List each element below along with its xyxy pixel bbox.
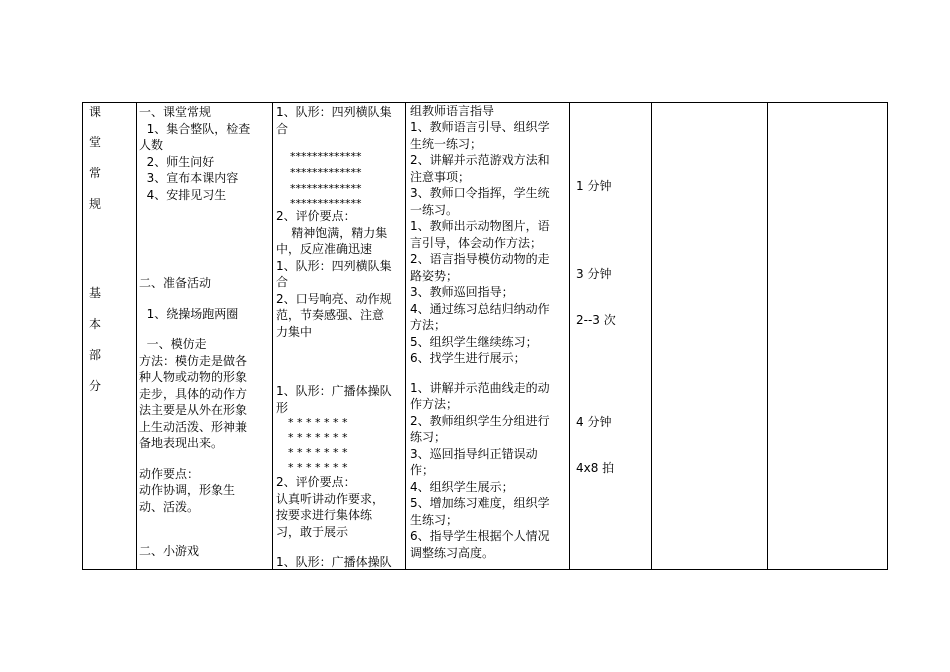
guidance-column bbox=[410, 103, 569, 569]
content-line: 方法：模仿走是做各 bbox=[139, 354, 248, 368]
guidance-line: 3、教师巡回指导； bbox=[410, 285, 514, 299]
section-label-char: 本 bbox=[89, 317, 102, 331]
content-line: 1、绕操场跑两圈 bbox=[139, 307, 239, 321]
organization-line: 2、口号响亮、动作规 bbox=[276, 292, 392, 306]
content-line: 动作要点： bbox=[139, 467, 200, 481]
guidance-line: 调整练习高度。 bbox=[410, 546, 495, 560]
content-line: 一、模仿走 bbox=[139, 337, 207, 351]
guidance-line: 生练习； bbox=[410, 513, 459, 527]
content-line: 人数 bbox=[139, 138, 164, 152]
guidance-line: 3、巡回指导纠正错误动 bbox=[410, 447, 538, 461]
content-column bbox=[139, 103, 272, 569]
content-line: 二、准备活动 bbox=[139, 276, 212, 290]
time-value: 4 分钟 bbox=[576, 415, 612, 429]
guidance-line: 一练习。 bbox=[410, 203, 459, 217]
column-divider bbox=[569, 103, 570, 569]
section-label-char: 堂 bbox=[89, 135, 102, 149]
guidance-line: 方法； bbox=[410, 318, 447, 332]
guidance-line: 1、讲解并示范曲线走的动 bbox=[410, 381, 550, 395]
formation-row: ************* bbox=[290, 182, 362, 195]
organization-column bbox=[276, 103, 405, 569]
empty-column bbox=[768, 103, 887, 569]
time-column bbox=[576, 103, 651, 569]
guidance-line: 4、组织学生展示； bbox=[410, 480, 514, 494]
guidance-line: 2、讲解并示范游戏方法和 bbox=[410, 153, 550, 167]
organization-line: 按要求进行集体练 bbox=[276, 508, 373, 522]
column-divider bbox=[272, 103, 273, 569]
guidance-line: 注意事项； bbox=[410, 170, 471, 184]
content-line: 备地表现出来。 bbox=[139, 436, 224, 450]
organization-line: 形 bbox=[276, 401, 289, 415]
guidance-line: 5、组织学生继续练习； bbox=[410, 335, 538, 349]
formation-row: * * * * * * * bbox=[288, 461, 348, 474]
content-line: 3、宣布本课内容 bbox=[139, 171, 239, 185]
guidance-line: 生统一练习； bbox=[410, 137, 483, 151]
organization-line: 力集中 bbox=[276, 325, 313, 339]
organization-line: 1、队形：四列横队集 bbox=[276, 105, 392, 119]
content-line: 二、小游戏 bbox=[139, 544, 200, 558]
guidance-line: 6、找学生进行展示； bbox=[410, 351, 526, 365]
lesson-plan-table bbox=[82, 102, 888, 570]
formation-row: * * * * * * * bbox=[288, 431, 348, 444]
guidance-line: 路姿势； bbox=[410, 269, 459, 283]
empty-column bbox=[652, 103, 767, 569]
organization-line: 中，反应准确迅速 bbox=[276, 242, 373, 256]
formation-row: ************* bbox=[290, 150, 362, 163]
content-line: 一、课堂常规 bbox=[139, 105, 212, 119]
guidance-line: 4、通过练习总结归纳动作 bbox=[410, 302, 550, 316]
guidance-line: 1、教师出示动物图片，语 bbox=[410, 219, 550, 233]
section-label-char: 规 bbox=[89, 197, 102, 211]
content-line: 种人物或动物的形象 bbox=[139, 370, 248, 384]
organization-line: 合 bbox=[276, 275, 289, 289]
time-value: 1 分钟 bbox=[576, 179, 612, 193]
formation-row: ************* bbox=[290, 197, 362, 210]
guidance-line: 3、教师口令指挥，学生统 bbox=[410, 186, 550, 200]
time-value: 4x8 拍 bbox=[576, 461, 615, 475]
formation-row: * * * * * * * bbox=[288, 416, 348, 429]
content-line: 1、集合整队，检查 bbox=[139, 122, 251, 136]
organization-line: 2、评价要点： bbox=[276, 475, 356, 489]
organization-line: 范，节奏感强、注意 bbox=[276, 308, 385, 322]
content-line: 走步，具体的动作方 bbox=[139, 387, 248, 401]
guidance-line: 练习； bbox=[410, 430, 447, 444]
section-label-char: 常 bbox=[89, 166, 102, 180]
guidance-line: 组教师语言指导 bbox=[410, 104, 495, 118]
section-label-char: 课 bbox=[89, 105, 102, 119]
organization-line: 1、队形：广播体操队 bbox=[276, 555, 392, 569]
guidance-line: 作方法； bbox=[410, 397, 459, 411]
organization-line: 认真听讲动作要求， bbox=[276, 492, 385, 506]
guidance-line: 6、指导学生根据个人情况 bbox=[410, 529, 550, 543]
time-value: 3 分钟 bbox=[576, 267, 612, 281]
content-line: 动、活泼。 bbox=[139, 500, 200, 514]
guidance-line: 2、教师组织学生分组进行 bbox=[410, 414, 550, 428]
formation-row: * * * * * * * bbox=[288, 446, 348, 459]
guidance-line: 言引导，体会动作方法； bbox=[410, 236, 543, 250]
content-line: 2、师生问好 bbox=[139, 155, 215, 169]
guidance-line: 作； bbox=[410, 463, 435, 477]
section-label-char: 部 bbox=[89, 348, 102, 362]
section-label-char: 基 bbox=[89, 286, 102, 300]
guidance-line: 5、增加练习难度，组织学 bbox=[410, 496, 550, 510]
section-label-char: 分 bbox=[89, 379, 102, 393]
formation-row: ************* bbox=[290, 166, 362, 179]
content-line: 4、安排见习生 bbox=[139, 188, 227, 202]
guidance-line: 1、教师语言引导、组织学 bbox=[410, 120, 550, 134]
content-line: 动作协调，形象生 bbox=[139, 483, 236, 497]
content-line: 上生动活泼、形神兼 bbox=[139, 420, 248, 434]
section-label-column bbox=[83, 103, 136, 569]
guidance-line: 2、语言指导模仿动物的走 bbox=[410, 252, 550, 266]
time-value: 2--3 次 bbox=[576, 313, 616, 327]
organization-line: 1、队形：广播体操队 bbox=[276, 384, 392, 398]
organization-line: 精神饱满，精力集 bbox=[276, 226, 388, 240]
organization-line: 2、评价要点： bbox=[276, 209, 356, 223]
organization-line: 习，敢于展示 bbox=[276, 525, 349, 539]
column-divider bbox=[405, 103, 406, 569]
content-line: 法主要是从外在形象 bbox=[139, 403, 248, 417]
column-divider bbox=[136, 103, 137, 569]
organization-line: 合 bbox=[276, 122, 289, 136]
organization-line: 1、队形：四列横队集 bbox=[276, 259, 392, 273]
